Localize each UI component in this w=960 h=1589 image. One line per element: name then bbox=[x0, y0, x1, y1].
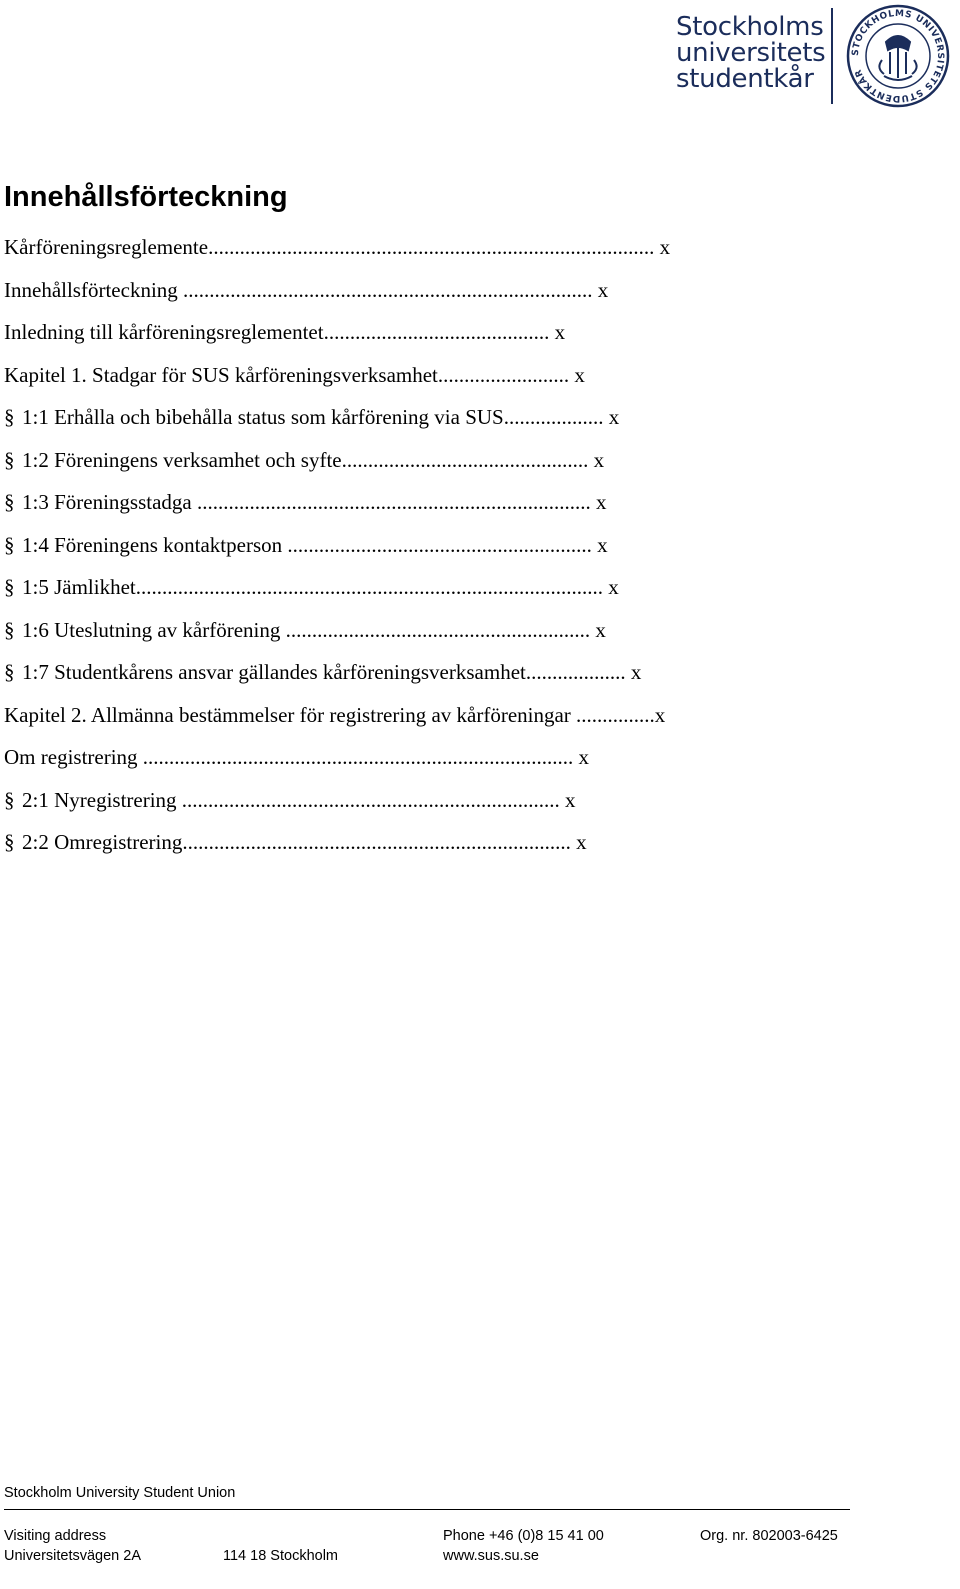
table-of-contents bbox=[4, 226, 904, 864]
toc-leader: ......................................................................................... bbox=[135, 575, 603, 599]
toc-item[interactable] bbox=[4, 481, 904, 524]
toc-leader: ............... bbox=[570, 702, 655, 727]
toc-item[interactable] bbox=[4, 609, 904, 652]
section-mark: § bbox=[4, 660, 15, 684]
toc-item-label: Inledning till kårföreningsreglementet bbox=[4, 320, 324, 344]
toc-leader: ........................................................................... bbox=[191, 490, 591, 514]
toc-item[interactable] bbox=[4, 524, 904, 567]
toc-page-ref: x bbox=[569, 362, 585, 387]
section-mark: § bbox=[4, 532, 15, 557]
toc-page-ref: x bbox=[570, 830, 587, 854]
section-mark: § bbox=[4, 405, 15, 429]
toc-leader: .............................................................................. bbox=[177, 277, 593, 302]
footer-phone: Phone +46 (0)8 15 41 00 bbox=[443, 1528, 604, 1544]
toc-leader: .......................................................................... bbox=[182, 830, 571, 854]
logo-line: universitets bbox=[676, 38, 826, 68]
toc-item-label: 2:1 Nyregistrering bbox=[22, 787, 177, 812]
toc-item[interactable] bbox=[4, 821, 904, 864]
toc-item-label: 1:5 Jämlikhet bbox=[22, 575, 136, 599]
toc-leader: .......................................................... bbox=[282, 532, 592, 557]
toc-leader: ............................................... bbox=[341, 447, 589, 472]
toc-item[interactable] bbox=[4, 396, 904, 439]
section-mark: § bbox=[4, 447, 15, 472]
toc-item[interactable] bbox=[4, 226, 904, 269]
footer-street: Universitetsvägen 2A bbox=[4, 1548, 142, 1564]
toc-item[interactable] bbox=[4, 439, 904, 482]
footer-postal: 114 18 Stockholm bbox=[223, 1548, 338, 1564]
toc-page-ref: x bbox=[625, 660, 642, 684]
toc-leader: ........................................... bbox=[323, 320, 550, 344]
toc-leader: ................... bbox=[525, 660, 626, 684]
page-header bbox=[0, 0, 960, 120]
toc-page-ref: x bbox=[654, 702, 666, 727]
footer-divider bbox=[4, 1509, 850, 1510]
seal-ring-text: STOCKHOLMS UNIVERSITETS STUDENTKÅR bbox=[850, 8, 946, 104]
toc-item[interactable] bbox=[4, 311, 904, 354]
toc-item-label: Kårföreningsreglemente bbox=[4, 235, 209, 259]
toc-leader: ........................................................................ bbox=[176, 787, 560, 812]
toc-item-label: 1:2 Föreningens verksamhet och syfte bbox=[22, 447, 342, 472]
toc-item[interactable] bbox=[4, 566, 904, 609]
university-seal-icon bbox=[846, 4, 950, 108]
toc-page-ref: x bbox=[590, 617, 606, 642]
toc-item-label: 1:1 Erhålla och bibehålla status som kårförening via SUS bbox=[22, 405, 504, 429]
toc-page-ref: x bbox=[559, 787, 576, 812]
toc-item-label: 1:4 Föreningens kontaktperson bbox=[22, 532, 283, 557]
toc-page-ref: x bbox=[588, 447, 605, 472]
toc-item[interactable] bbox=[4, 269, 904, 312]
toc-page-ref: x bbox=[603, 405, 620, 429]
toc-leader: .................................................................................. bbox=[137, 745, 574, 769]
toc-item[interactable] bbox=[4, 694, 904, 737]
toc-item-label: Kapitel 2. Allmänna bestämmelser för registrering av kårföreningar bbox=[4, 702, 571, 727]
toc-leader: ......................... bbox=[437, 362, 570, 387]
toc-item[interactable] bbox=[4, 651, 904, 694]
toc-page-ref: x bbox=[549, 320, 566, 344]
toc-item-label: 1:3 Föreningsstadga bbox=[22, 490, 192, 514]
toc-item-label: 1:6 Uteslutning av kårförening bbox=[22, 617, 281, 642]
footer-org-name: Stockholm University Student Union bbox=[4, 1485, 236, 1501]
toc-page-ref: x bbox=[590, 490, 607, 514]
toc-item-label: 1:7 Studentkårens ansvar gällandes kårföreningsverksamhet bbox=[22, 660, 526, 684]
toc-item[interactable] bbox=[4, 354, 904, 397]
toc-item[interactable] bbox=[4, 736, 904, 779]
toc-leader: .......................................................... bbox=[280, 617, 591, 642]
footer-org-number: Org. nr. 802003-6425 bbox=[700, 1528, 838, 1544]
toc-item-label: Innehållsförteckning bbox=[4, 277, 178, 302]
logo-divider bbox=[831, 8, 833, 104]
toc-item-label: Kapitel 1. Stadgar för SUS kårföreningsverksamhet bbox=[4, 362, 438, 387]
toc-item-label: 2:2 Omregistrering bbox=[22, 830, 183, 854]
toc-page-ref: x bbox=[592, 277, 609, 302]
sus-logo-wordmark bbox=[676, 14, 825, 92]
toc-leader: ................... bbox=[503, 405, 604, 429]
logo-line: studentkår bbox=[676, 64, 814, 94]
section-mark: § bbox=[4, 617, 15, 642]
section-mark: § bbox=[4, 787, 15, 812]
toc-item-label: Om registrering bbox=[4, 745, 138, 769]
toc-page-ref: x bbox=[603, 575, 619, 599]
logo-line: Stockholms bbox=[676, 12, 824, 42]
toc-page-ref: x bbox=[591, 532, 608, 557]
section-mark: § bbox=[4, 830, 15, 854]
section-mark: § bbox=[4, 575, 15, 599]
toc-title: Innehållsförteckning bbox=[4, 181, 288, 213]
footer-website-link[interactable]: www.sus.su.se bbox=[443, 1548, 539, 1564]
toc-page-ref: x bbox=[654, 235, 671, 259]
toc-item[interactable] bbox=[4, 779, 904, 822]
toc-leader: ..................................................................................... bbox=[208, 235, 655, 259]
toc-page-ref: x bbox=[573, 745, 590, 769]
footer-visiting-label: Visiting address bbox=[4, 1528, 107, 1544]
section-mark: § bbox=[4, 490, 15, 514]
